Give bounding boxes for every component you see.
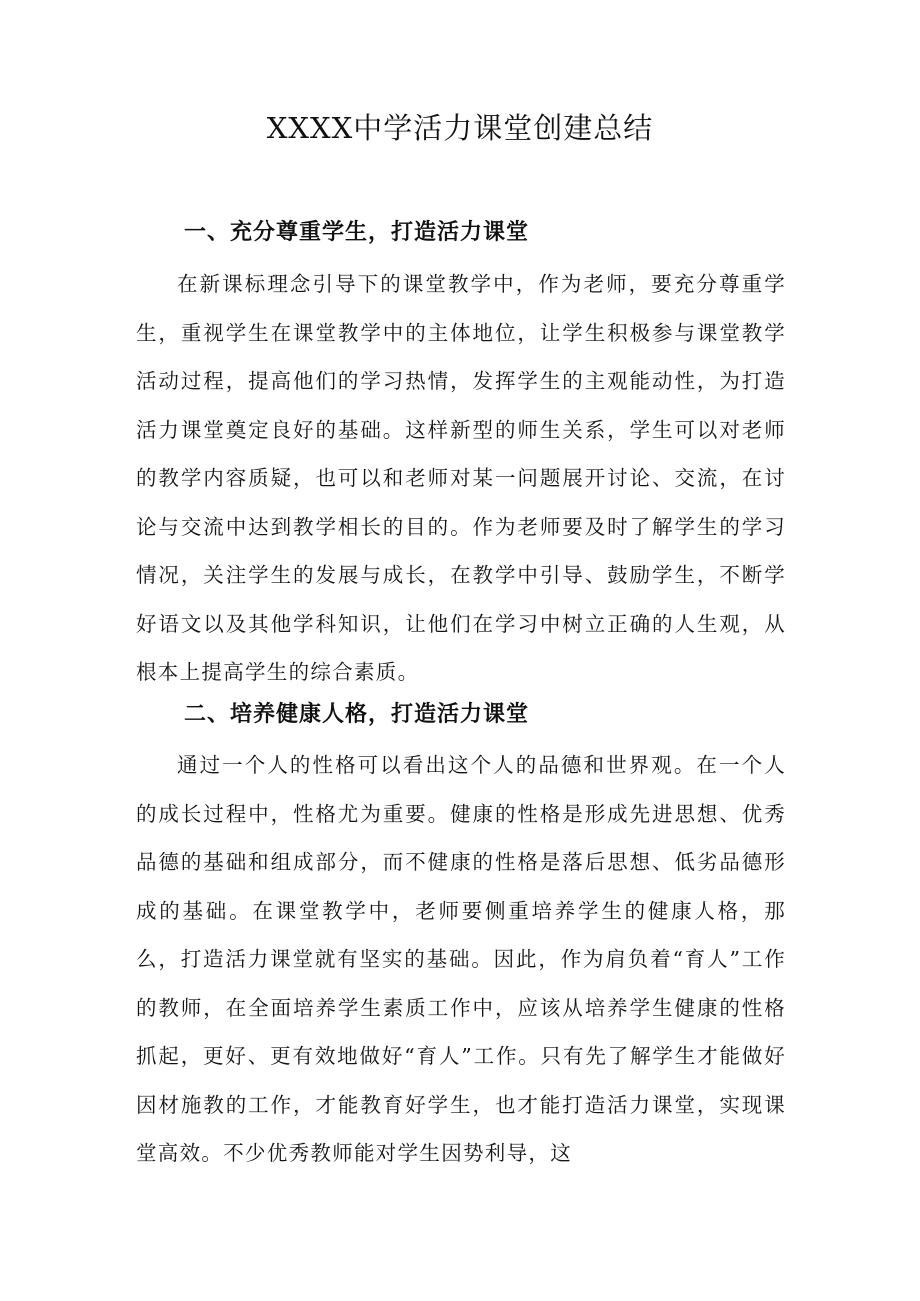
section-2-paragraph: 通过一个人的性格可以看出这个人的品德和世界观。在一个人的成长过程中，性格尤为重要。健康的性格是形成先进思想、优秀品德的基础和组成部分，而不健康的性格是落后思想、低劣品德形成的基础。在课堂教学中，老师要侧重培养学生的健康人格，那么，打造活力课堂就有坚实的基础。因此，作为肩负着“育人”工作的教师，在全面培养学生素质工作中，应该从培养学生健康的性格抓起，更好、更有效地做好“育人”工作。只有先了解学生才能做好因材施教的工作，才能教育好学生，也才能打造活力课堂，实现课堂高效。不少优秀教师能对学生因势利导，这 [136, 753, 786, 1165]
document-title: XXXX中学活力课堂创建总结 [266, 111, 654, 145]
section-1-paragraph: 在新课标理念引导下的课堂教学中，作为老师，要充分尊重学生，重视学生在课堂教学中的主体地位，让学生积极参与课堂教学活动过程，提高他们的学习热情，发挥学生的主观能动性，为打造活力课堂奠定良好的基础。这样新型的师生关系，学生可以对老师的教学内容质疑，也可以和老师对某一问题展开讨论、交流，在讨论与交流中达到教学相长的目的。作为老师要及时了解学生的学习情况，关注学生的发展与成长，在教学中引导、鼓励学生，不断学好语文以及其他学科知识，让他们在学习中树立正确的人生观，从根本上提高学生的综合素质。 [136, 272, 786, 684]
section-1-heading: 一、充分尊重学生，打造活力课堂 [184, 220, 530, 245]
section-2-heading: 二、培养健康人格，打造活力课堂 [184, 702, 530, 727]
